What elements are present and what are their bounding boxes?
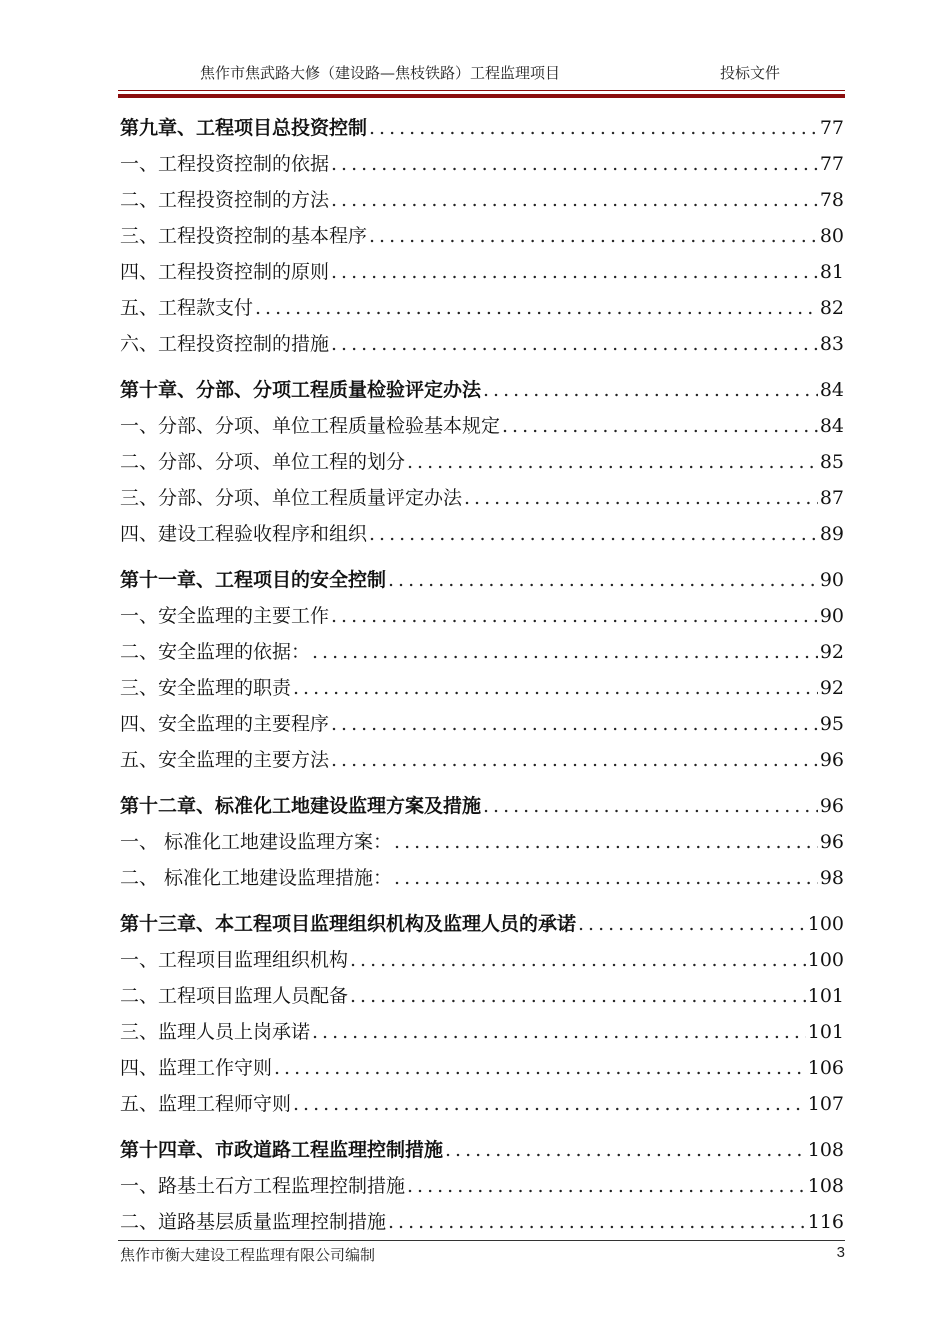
toc-entry-label: 二、工程项目监理人员配备 <box>120 985 349 1007</box>
toc-entry-label: 第十章、分部、分项工程质量检验评定办法 <box>120 379 482 401</box>
toc-entry-label: 一、路基土石方工程监理控制措施 <box>120 1175 406 1197</box>
toc-dot-leader <box>388 562 818 598</box>
toc-dot-leader <box>445 1132 806 1168</box>
toc-dot-leader <box>331 182 818 218</box>
toc-dot-leader <box>394 860 818 896</box>
toc-entry-page: 90 <box>819 569 844 591</box>
toc-entry-label: 六、工程投资控制的措施 <box>120 333 330 355</box>
toc-section-entry[interactable] <box>120 480 844 516</box>
toc-dot-leader <box>331 254 818 290</box>
toc-section-entry[interactable] <box>120 860 844 896</box>
toc-dot-leader <box>394 824 818 860</box>
toc-entry-page: 83 <box>819 333 844 355</box>
page-footer <box>120 1244 845 1268</box>
toc-entry-page: 101 <box>807 985 844 1007</box>
toc-section-entry[interactable] <box>120 942 844 978</box>
toc-dot-leader <box>312 1014 806 1050</box>
toc-entry-label: 五、工程款支付 <box>120 297 254 319</box>
toc-dot-leader <box>293 670 818 706</box>
footer-page-number: 3 <box>836 1244 845 1261</box>
toc-entry-page: 80 <box>819 225 844 247</box>
toc-dot-leader <box>407 444 818 480</box>
toc-entry-label: 第十三章、本工程项目监理组织机构及监理人员的承诺 <box>120 913 577 935</box>
toc-dot-leader <box>331 706 818 742</box>
toc-entry-page: 77 <box>819 117 844 139</box>
toc-entry-label: 四、工程投资控制的原则 <box>120 261 330 283</box>
footer-company: 焦作市衡大建设工程监理有限公司编制 <box>120 1246 376 1264</box>
toc-entry-page: 107 <box>807 1093 844 1115</box>
toc-section-entry[interactable] <box>120 218 844 254</box>
toc-entry-label: 二、工程投资控制的方法 <box>120 189 330 211</box>
toc-entry-label: 四、建设工程验收程序和组织 <box>120 523 368 545</box>
toc-entry-page: 106 <box>807 1057 844 1079</box>
toc-dot-leader <box>388 1204 806 1240</box>
toc-dot-leader <box>578 906 806 942</box>
toc-entry-label: 三、监理人员上岗承诺 <box>120 1021 311 1043</box>
toc-entry-label: 四、监理工作守则 <box>120 1057 273 1079</box>
toc-section-entry[interactable] <box>120 146 844 182</box>
toc-entry-label: 五、安全监理的主要方法 <box>120 749 330 771</box>
toc-chapter-entry[interactable] <box>120 1132 844 1168</box>
toc-entry-label: 第十四章、市政道路工程监理控制措施 <box>120 1139 444 1161</box>
toc-section-entry[interactable] <box>120 634 844 670</box>
toc-entry-page: 92 <box>819 677 844 699</box>
toc-entry-page: 78 <box>819 189 844 211</box>
toc-entry-label: 二、安全监理的依据： <box>120 641 311 663</box>
toc-section-entry[interactable] <box>120 1014 844 1050</box>
toc-entry-label: 一、工程投资控制的依据 <box>120 153 330 175</box>
toc-entry-label: 一、安全监理的主要工作 <box>120 605 330 627</box>
toc-entry-label: 四、安全监理的主要程序 <box>120 713 330 735</box>
toc-entry-page: 100 <box>807 949 844 971</box>
toc-entry-label: 一、分部、分项、单位工程质量检验基本规定 <box>120 415 501 437</box>
header-rule-thick <box>118 94 845 98</box>
toc-section-entry[interactable] <box>120 1050 844 1086</box>
toc-dot-leader <box>350 942 806 978</box>
page-header <box>120 62 845 88</box>
toc-entry-label: 二、分部、分项、单位工程的划分 <box>120 451 406 473</box>
toc-dot-leader <box>312 634 818 670</box>
toc-entry-label: 二、 标准化工地建设监理措施： <box>120 867 393 889</box>
toc-dot-leader <box>255 290 818 326</box>
toc-section-entry[interactable] <box>120 444 844 480</box>
toc-entry-label: 二、道路基层质量监理控制措施 <box>120 1211 387 1233</box>
toc-entry-page: 108 <box>807 1139 844 1161</box>
toc-chapter-entry[interactable] <box>120 562 844 598</box>
toc-entry-page: 81 <box>819 261 844 283</box>
toc-entry-label: 三、安全监理的职责 <box>120 677 292 699</box>
toc-dot-leader <box>293 1086 806 1122</box>
toc-section-entry[interactable] <box>120 326 844 362</box>
toc-entry-page: 84 <box>819 415 844 437</box>
toc-section-entry[interactable] <box>120 290 844 326</box>
toc-chapter-entry[interactable] <box>120 906 844 942</box>
toc-entry-page: 101 <box>807 1021 844 1043</box>
toc-section-entry[interactable] <box>120 742 844 778</box>
toc-section-entry[interactable] <box>120 1204 844 1240</box>
toc-section-entry[interactable] <box>120 978 844 1014</box>
toc-entry-label: 第九章、工程项目总投资控制 <box>120 117 368 139</box>
toc-entry-page: 95 <box>819 713 844 735</box>
toc-dot-leader <box>369 218 818 254</box>
toc-section-entry[interactable] <box>120 516 844 552</box>
toc-section-entry[interactable] <box>120 824 844 860</box>
toc-entry-label: 一、 标准化工地建设监理方案： <box>120 831 393 853</box>
toc-dot-leader <box>274 1050 806 1086</box>
toc-dot-leader <box>331 598 818 634</box>
toc-entry-page: 116 <box>807 1211 844 1233</box>
toc-dot-leader <box>464 480 818 516</box>
toc-section-entry[interactable] <box>120 670 844 706</box>
toc-entry-label: 一、工程项目监理组织机构 <box>120 949 349 971</box>
table-of-contents <box>120 110 844 1240</box>
footer-rule <box>118 1240 845 1241</box>
toc-entry-page: 90 <box>819 605 844 627</box>
toc-entry-page: 100 <box>807 913 844 935</box>
toc-entry-page: 87 <box>819 487 844 509</box>
toc-dot-leader <box>483 788 818 824</box>
toc-entry-label: 三、分部、分项、单位工程质量评定办法 <box>120 487 463 509</box>
toc-entry-label: 三、工程投资控制的基本程序 <box>120 225 368 247</box>
toc-section-entry[interactable] <box>120 408 844 444</box>
toc-entry-page: 108 <box>807 1175 844 1197</box>
header-title: 焦作市焦武路大修（建设路—焦枝铁路）工程监理项目 <box>200 64 561 82</box>
header-doc-type: 投标文件 <box>720 64 781 82</box>
toc-dot-leader <box>369 110 818 146</box>
toc-dot-leader <box>369 516 818 552</box>
toc-dot-leader <box>483 372 818 408</box>
toc-chapter-entry[interactable] <box>120 110 844 146</box>
toc-entry-label: 五、监理工程师守则 <box>120 1093 292 1115</box>
toc-chapter-entry[interactable] <box>120 372 844 408</box>
toc-entry-page: 77 <box>819 153 844 175</box>
toc-entry-page: 96 <box>819 831 844 853</box>
toc-entry-page: 92 <box>819 641 844 663</box>
toc-section-entry[interactable] <box>120 254 844 290</box>
toc-entry-page: 96 <box>819 795 844 817</box>
toc-entry-page: 84 <box>819 379 844 401</box>
toc-dot-leader <box>331 326 818 362</box>
toc-section-entry[interactable] <box>120 182 844 218</box>
toc-dot-leader <box>502 408 818 444</box>
toc-entry-page: 89 <box>819 523 844 545</box>
toc-dot-leader <box>331 742 818 778</box>
toc-section-entry[interactable] <box>120 1086 844 1122</box>
toc-entry-label: 第十一章、工程项目的安全控制 <box>120 569 387 591</box>
header-rule-thin <box>118 90 845 91</box>
toc-dot-leader <box>407 1168 806 1204</box>
toc-chapter-entry[interactable] <box>120 788 844 824</box>
toc-entry-page: 98 <box>819 867 844 889</box>
toc-entry-label: 第十二章、标准化工地建设监理方案及措施 <box>120 795 482 817</box>
toc-entry-page: 96 <box>819 749 844 771</box>
toc-dot-leader <box>331 146 818 182</box>
toc-dot-leader <box>350 978 806 1014</box>
toc-entry-page: 82 <box>819 297 844 319</box>
toc-section-entry[interactable] <box>120 1168 844 1204</box>
toc-section-entry[interactable] <box>120 598 844 634</box>
toc-section-entry[interactable] <box>120 706 844 742</box>
toc-entry-page: 85 <box>819 451 844 473</box>
